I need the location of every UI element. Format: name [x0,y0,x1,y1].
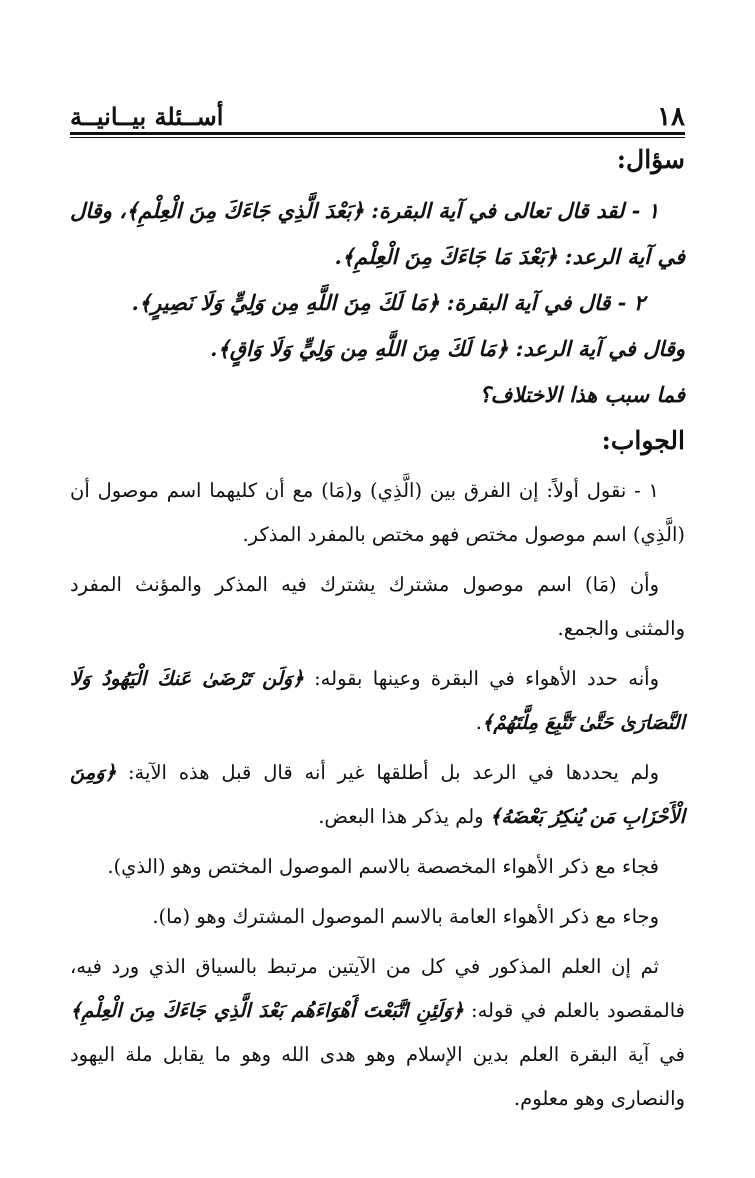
spacer [70,418,685,426]
answer-3-end: . [475,711,482,734]
answer-paragraph-1: ١ - نقول أولاً: إن الفرق بين (الَّذِي) و(مَا) مع أن كليهما اسم موصول أن (الَّذِي) اسم موصول مختص فهو مختص بالمفرد المذكر. [70,479,685,546]
running-title: أســئلة بيــانيــة [70,102,224,131]
question-2-verse: ﴿مَا لَكَ مِنَ اللَّهِ مِن وَلِيٍّ وَلَا نَصِيرٍ﴾ [138,290,440,315]
question-2 [70,280,685,326]
answer-7-text: ثم إن العلم المذكور في كل من الآيتين مرتبط بالسياق الذي ورد فيه، فالمقصود بالعلم في قوله: [70,955,686,1022]
question-1-text-b: ، وقال في آية الرعد: [70,198,685,269]
answer-4-end: ولم يذكر هذا البعض. [318,805,490,828]
question-1-text-a: ١ - لقد قال تعالى في آية البقرة: [363,198,659,223]
answer-3-text: وأنه حدد الأهواء في البقرة وعينها بقوله: [303,667,659,690]
answer-paragraph-2: وأن (مَا) اسم موصول مشترك يشترك فيه المذكر والمؤنث المفرد والمثنى والجمع. [70,573,685,640]
header-rule [70,132,685,138]
question-1 [70,188,685,280]
question-1-verse-b: ﴿بَعْدَ مَا جَاءَكَ مِنَ الْعِلْمِ﴾ [341,244,558,269]
question-2-text: ٢ - قال في آية البقرة: [439,290,645,315]
answer-paragraph-4 [70,751,685,839]
answer-paragraph-7 [70,945,685,1121]
page-number: ١٨ [657,102,685,132]
question-1-verse-a: ﴿بَعْدَ الَّذِي جَاءَكَ مِنَ الْعِلْمِ﴾ [126,198,364,223]
question-3-end: . [210,336,218,361]
question-4: فما سبب هذا الاختلاف؟ [479,382,685,407]
answer-heading: الجواب: [601,426,685,455]
answer-4-verse: ﴿وَمِنَ الْأَحْزَابِ مَن يُنكِرُ بَعْضَهُ﴾ [70,761,685,828]
question-heading: سؤال: [616,145,685,174]
answer-3-verse: ﴿وَلَن تَرْضَىٰ عَنكَ الْيَهُودُ وَلَا النَّصَارَىٰ حَتَّىٰ تَتَّبِعَ مِلَّتَهُمْ﴾ [70,667,685,734]
question-3 [70,326,685,372]
answer-7-verse: ﴿وَلَئِنِ اتَّبَعْتَ أَهْوَاءَهُم بَعْدَ الَّذِي جَاءَكَ مِنَ الْعِلْمِ﴾ [70,999,464,1022]
answer-paragraph-3 [70,657,685,745]
question-3-text: وقال في آية الرعد: [508,336,685,361]
question-3-verse: ﴿مَا لَكَ مِنَ اللَّهِ مِن وَلِيٍّ وَلَا وَاقٍ﴾ [217,336,509,361]
page-header [70,102,685,138]
answer-7-end: في آية البقرة العلم بدين الإسلام وهو هدى الله وهو ما يقابل ملة اليهود والنصارى وهو معلوم. [70,1043,685,1110]
question-1-end: . [334,244,342,269]
page-body [70,145,685,1127]
answer-paragraph-6: وجاء مع ذكر الأهواء العامة بالاسم الموصول المشترك وهو (ما). [152,905,659,928]
answer-4-text: ولم يحددها في الرعد بل أطلقها غير أنه قال قبل هذه الآية: [116,761,659,784]
answer-paragraph-5: فجاء مع ذكر الأهواء المخصصة بالاسم الموصول المختص وهو (الذي). [107,855,659,878]
question-2-end: . [131,290,139,315]
